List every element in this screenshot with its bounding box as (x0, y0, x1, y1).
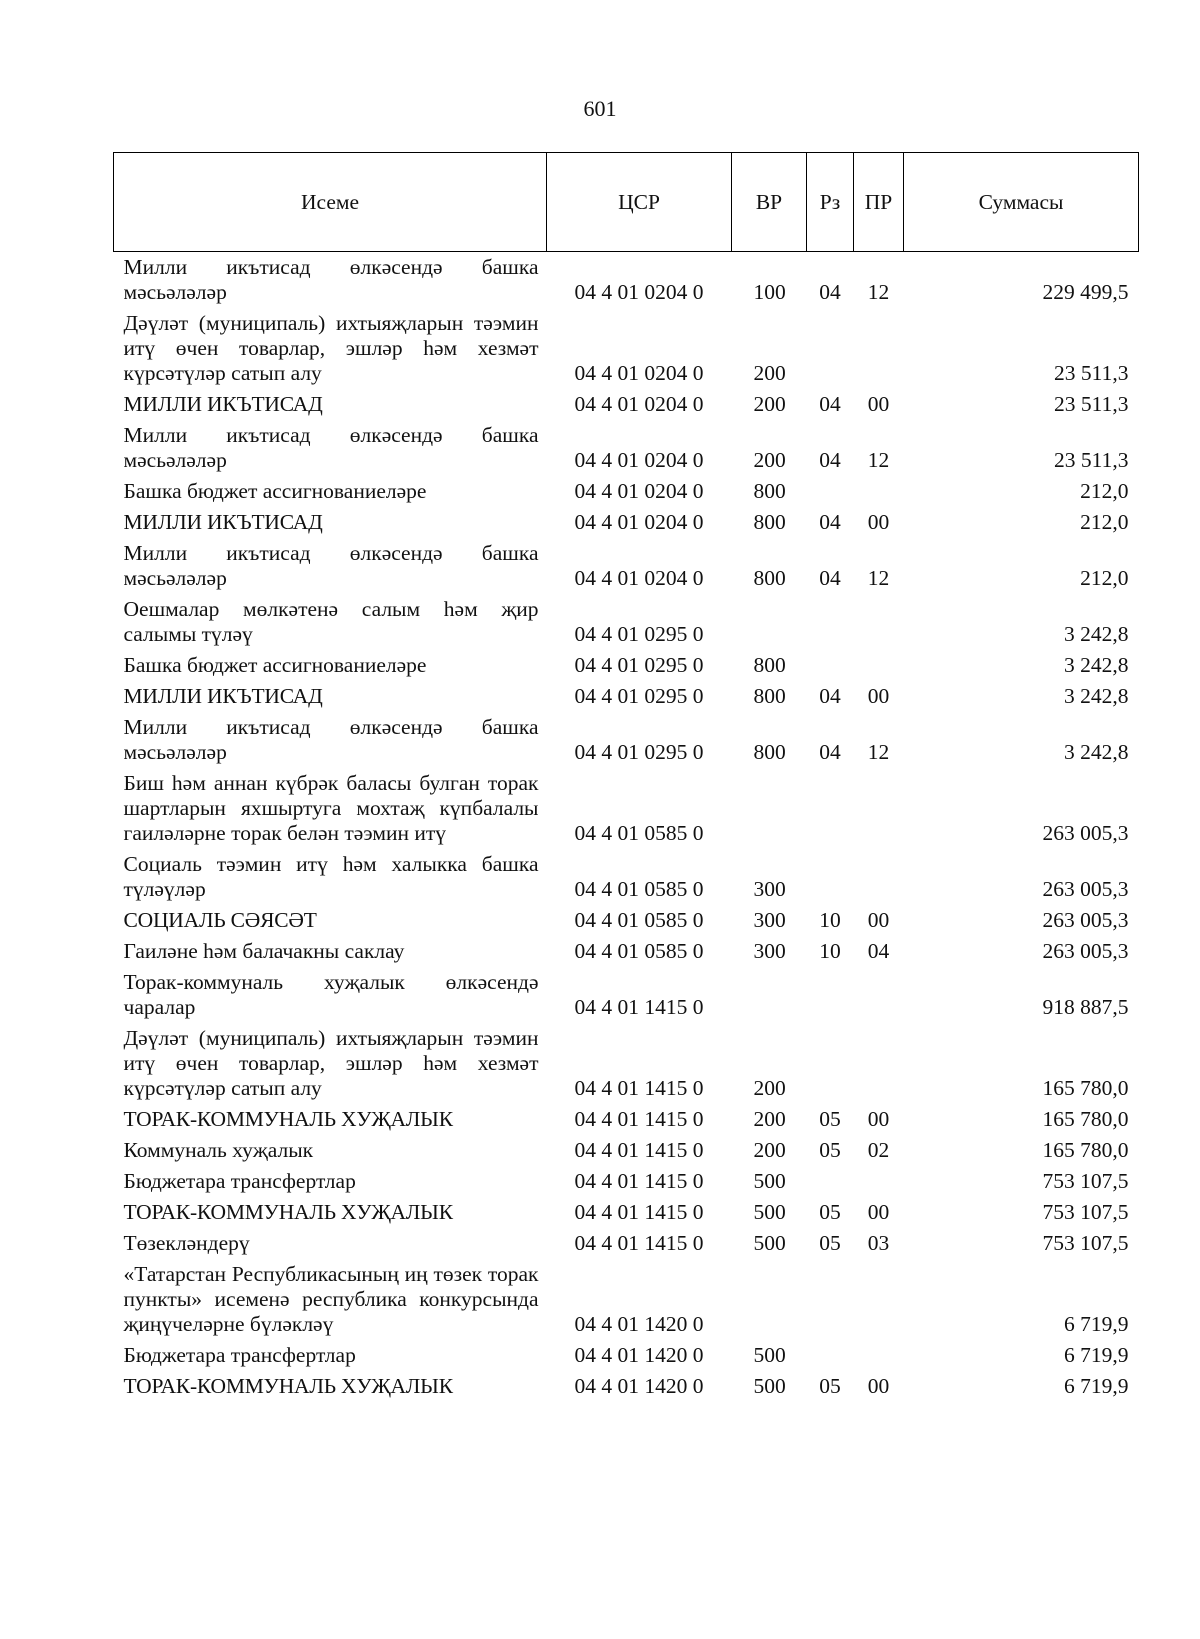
table-row (114, 936, 1139, 967)
cell-pr (854, 768, 904, 849)
cell-vr: 200 (753, 1076, 786, 1100)
cell-sum: 3 242,8 (1064, 740, 1129, 764)
cell-pr (854, 967, 904, 1023)
table-row (114, 252, 1139, 309)
header-pr: ПР (854, 153, 904, 252)
cell-sum: 6 719,9 (1064, 1374, 1129, 1398)
cell-csr: 04 4 01 0585 0 (574, 821, 704, 845)
cell-rz (807, 1340, 854, 1371)
cell-sum: 753 107,5 (1042, 1231, 1129, 1255)
header-vr: ВР (732, 153, 807, 252)
cell-vr: 200 (753, 392, 786, 416)
table-row (114, 389, 1139, 420)
cell-vr: 800 (753, 510, 786, 534)
table-header (114, 153, 1139, 252)
cell-name: Бюджетара трансфертлар (123, 1169, 356, 1193)
table-row (114, 476, 1139, 507)
cell-sum: 229 499,5 (1042, 280, 1129, 304)
cell-name: Социаль тәэмин итү һәм халыкка башка түләүләр (123, 852, 539, 901)
cell-csr: 04 4 01 0204 0 (574, 280, 704, 304)
cell-sum: 753 107,5 (1042, 1200, 1129, 1224)
cell-name: Торак-коммуналь хуҗалык өлкәсендә чаралар (123, 970, 539, 1019)
cell-pr (854, 849, 904, 905)
cell-name: Биш һәм аннан күбрәк баласы булган торак шартларын яхшыртуга мохтаҗ күпбалалы гаиләләрне торак белән тәэмин итү (123, 771, 539, 845)
cell-name: СОЦИАЛЬ СӘЯСӘТ (123, 908, 317, 932)
cell-name: ТОРАК-КОММУНАЛЬ ХУҖАЛЫК (123, 1107, 453, 1131)
cell-pr: 12 (867, 566, 890, 590)
cell-rz (807, 967, 854, 1023)
cell-rz: 04 (819, 684, 841, 708)
table-row (114, 1371, 1139, 1402)
cell-vr: 200 (753, 361, 786, 385)
cell-sum: 23 511,3 (1054, 392, 1129, 416)
cell-pr: 00 (867, 392, 890, 416)
cell-csr: 04 4 01 1415 0 (574, 1231, 704, 1255)
table-body (114, 252, 1139, 1403)
cell-csr: 04 4 01 0295 0 (574, 684, 704, 708)
cell-name: Гаиләне һәм балачакны саклау (123, 939, 405, 963)
cell-name: Дәүләт (муниципаль) ихтыяҗларын тәэмин итү өчен товарлар, эшләр һәм хезмәт күрсәтүләр сатып алу (123, 311, 539, 385)
budget-table (113, 152, 1139, 1402)
cell-name: Дәүләт (муниципаль) ихтыяҗларын тәэмин итү өчен товарлар, эшләр һәм хезмәт күрсәтүләр сатып алу (123, 1026, 539, 1100)
header-name: Исеме (114, 153, 547, 252)
cell-sum: 212,0 (1080, 566, 1129, 590)
cell-rz: 04 (819, 448, 841, 472)
cell-pr: 03 (867, 1231, 890, 1255)
cell-vr: 500 (753, 1374, 786, 1398)
cell-sum: 263 005,3 (1042, 908, 1129, 932)
table-row (114, 594, 1139, 650)
cell-rz: 04 (819, 740, 841, 764)
cell-rz: 05 (819, 1200, 841, 1224)
table-row (114, 650, 1139, 681)
cell-pr: 02 (867, 1138, 890, 1162)
table-row (114, 420, 1139, 476)
cell-csr: 04 4 01 1415 0 (574, 1138, 704, 1162)
table-row (114, 967, 1139, 1023)
table-row (114, 1228, 1139, 1259)
header-csr: ЦСР (547, 153, 732, 252)
cell-vr (732, 1259, 807, 1340)
cell-pr (854, 1166, 904, 1197)
cell-vr (732, 768, 807, 849)
cell-name: Милли икътисад өлкәсендә башка мәсьәләләр (123, 715, 539, 764)
cell-pr: 00 (867, 510, 890, 534)
cell-vr: 200 (753, 1138, 786, 1162)
cell-rz: 05 (819, 1231, 841, 1255)
table-row (114, 1104, 1139, 1135)
cell-csr: 04 4 01 0295 0 (574, 740, 704, 764)
cell-name: Бюджетара трансфертлар (123, 1343, 356, 1367)
cell-vr: 500 (753, 1231, 786, 1255)
cell-rz (807, 308, 854, 389)
cell-pr: 12 (867, 448, 890, 472)
cell-vr (732, 594, 807, 650)
cell-name: ТОРАК-КОММУНАЛЬ ХУҖАЛЫК (123, 1200, 453, 1224)
cell-csr: 04 4 01 1415 0 (574, 1107, 704, 1131)
cell-sum: 165 780,0 (1042, 1076, 1129, 1100)
cell-vr: 800 (753, 740, 786, 764)
cell-csr: 04 4 01 1420 0 (574, 1312, 704, 1336)
cell-name: «Татарстан Республикасының иң төзек торак пункты» исеменә республика конкурсында җиңүчеләрне бүләкләү (123, 1262, 539, 1336)
cell-csr: 04 4 01 0204 0 (574, 392, 704, 416)
cell-vr: 500 (753, 1200, 786, 1224)
table-row (114, 1023, 1139, 1104)
table-row (114, 681, 1139, 712)
cell-csr: 04 4 01 0204 0 (574, 361, 704, 385)
cell-vr: 300 (753, 908, 786, 932)
cell-csr: 04 4 01 1420 0 (574, 1343, 704, 1367)
cell-name: МИЛЛИ ИКЪТИСАД (123, 684, 323, 708)
cell-csr: 04 4 01 0585 0 (574, 939, 704, 963)
cell-vr: 800 (753, 479, 786, 503)
cell-vr: 300 (753, 877, 786, 901)
table-row (114, 768, 1139, 849)
cell-name: Башка бюджет ассигнованиеләре (123, 653, 427, 677)
cell-pr: 00 (867, 1374, 890, 1398)
cell-rz: 05 (819, 1374, 841, 1398)
cell-rz: 04 (819, 392, 841, 416)
cell-pr (854, 1259, 904, 1340)
table-row (114, 308, 1139, 389)
cell-sum: 263 005,3 (1042, 939, 1129, 963)
cell-sum: 23 511,3 (1054, 361, 1129, 385)
cell-vr: 800 (753, 566, 786, 590)
cell-rz (807, 849, 854, 905)
cell-vr: 200 (753, 448, 786, 472)
table-row (114, 1197, 1139, 1228)
cell-pr: 04 (867, 939, 890, 963)
cell-sum: 263 005,3 (1042, 877, 1129, 901)
cell-sum: 165 780,0 (1042, 1107, 1129, 1131)
cell-csr: 04 4 01 0204 0 (574, 479, 704, 503)
cell-rz: 04 (819, 510, 841, 534)
cell-pr (854, 594, 904, 650)
cell-sum: 3 242,8 (1064, 622, 1129, 646)
cell-csr: 04 4 01 1415 0 (574, 1169, 704, 1193)
cell-pr (854, 308, 904, 389)
table-row (114, 905, 1139, 936)
cell-pr: 00 (867, 908, 890, 932)
cell-sum: 23 511,3 (1054, 448, 1129, 472)
cell-sum: 753 107,5 (1042, 1169, 1129, 1193)
cell-sum: 212,0 (1080, 510, 1129, 534)
cell-vr: 800 (753, 684, 786, 708)
cell-name: МИЛЛИ ИКЪТИСАД (123, 510, 323, 534)
cell-vr: 100 (753, 280, 786, 304)
cell-pr: 00 (867, 1200, 890, 1224)
cell-csr: 04 4 01 0295 0 (574, 653, 704, 677)
cell-rz: 10 (819, 939, 841, 963)
cell-vr: 300 (753, 939, 786, 963)
table-row (114, 538, 1139, 594)
cell-csr: 04 4 01 1420 0 (574, 1374, 704, 1398)
cell-csr: 04 4 01 0204 0 (574, 448, 704, 472)
cell-csr: 04 4 01 0204 0 (574, 510, 704, 534)
header-rz: Рз (807, 153, 854, 252)
cell-name: МИЛЛИ ИКЪТИСАД (123, 392, 323, 416)
cell-sum: 6 719,9 (1064, 1343, 1129, 1367)
cell-vr (732, 967, 807, 1023)
table-row (114, 849, 1139, 905)
cell-pr: 00 (867, 1107, 890, 1131)
cell-rz (807, 476, 854, 507)
cell-sum: 3 242,8 (1064, 653, 1129, 677)
cell-csr: 04 4 01 1415 0 (574, 1076, 704, 1100)
cell-name: Милли икътисад өлкәсендә башка мәсьәләләр (123, 423, 539, 472)
cell-sum: 918 887,5 (1042, 995, 1129, 1019)
cell-name: Коммуналь хуҗалык (123, 1138, 314, 1162)
cell-csr: 04 4 01 0585 0 (574, 908, 704, 932)
cell-sum: 6 719,9 (1064, 1312, 1129, 1336)
cell-name: Төзекләндерү (123, 1231, 250, 1255)
cell-vr: 500 (753, 1169, 786, 1193)
cell-vr: 800 (753, 653, 786, 677)
cell-rz (807, 1023, 854, 1104)
table-row (114, 507, 1139, 538)
table-row (114, 712, 1139, 768)
cell-rz (807, 1166, 854, 1197)
table-row (114, 1135, 1139, 1166)
cell-csr: 04 4 01 0295 0 (574, 622, 704, 646)
cell-csr: 04 4 01 1415 0 (574, 995, 704, 1019)
cell-sum: 212,0 (1080, 479, 1129, 503)
cell-pr: 00 (867, 684, 890, 708)
cell-name: Милли икътисад өлкәсендә башка мәсьәләләр (123, 255, 539, 304)
cell-rz (807, 650, 854, 681)
cell-pr (854, 1023, 904, 1104)
cell-pr (854, 476, 904, 507)
cell-rz (807, 768, 854, 849)
table-row (114, 1340, 1139, 1371)
cell-csr: 04 4 01 0585 0 (574, 877, 704, 901)
cell-vr: 500 (753, 1343, 786, 1367)
cell-rz: 05 (819, 1107, 841, 1131)
cell-pr: 12 (867, 740, 890, 764)
page-number: 601 (583, 96, 617, 121)
cell-pr (854, 650, 904, 681)
cell-pr: 12 (867, 280, 890, 304)
cell-rz: 04 (819, 280, 841, 304)
table-row (114, 1259, 1139, 1340)
cell-rz: 05 (819, 1138, 841, 1162)
cell-rz (807, 594, 854, 650)
cell-sum: 263 005,3 (1042, 821, 1129, 845)
cell-vr: 200 (753, 1107, 786, 1131)
cell-name: Башка бюджет ассигнованиеләре (123, 479, 427, 503)
cell-sum: 3 242,8 (1064, 684, 1129, 708)
cell-sum: 165 780,0 (1042, 1138, 1129, 1162)
cell-rz (807, 1259, 854, 1340)
cell-csr: 04 4 01 0204 0 (574, 566, 704, 590)
cell-name: Милли икътисад өлкәсендә башка мәсьәләләр (123, 541, 539, 590)
cell-pr (854, 1340, 904, 1371)
table-row (114, 1166, 1139, 1197)
cell-csr: 04 4 01 1415 0 (574, 1200, 704, 1224)
header-row (114, 153, 1139, 252)
cell-rz: 10 (819, 908, 841, 932)
cell-name: Оешмалар мөлкәтенә салым һәм җир салымы түләү (123, 597, 539, 646)
cell-name: ТОРАК-КОММУНАЛЬ ХУҖАЛЫК (123, 1374, 453, 1398)
header-sum: Суммасы (904, 153, 1139, 252)
cell-rz: 04 (819, 566, 841, 590)
